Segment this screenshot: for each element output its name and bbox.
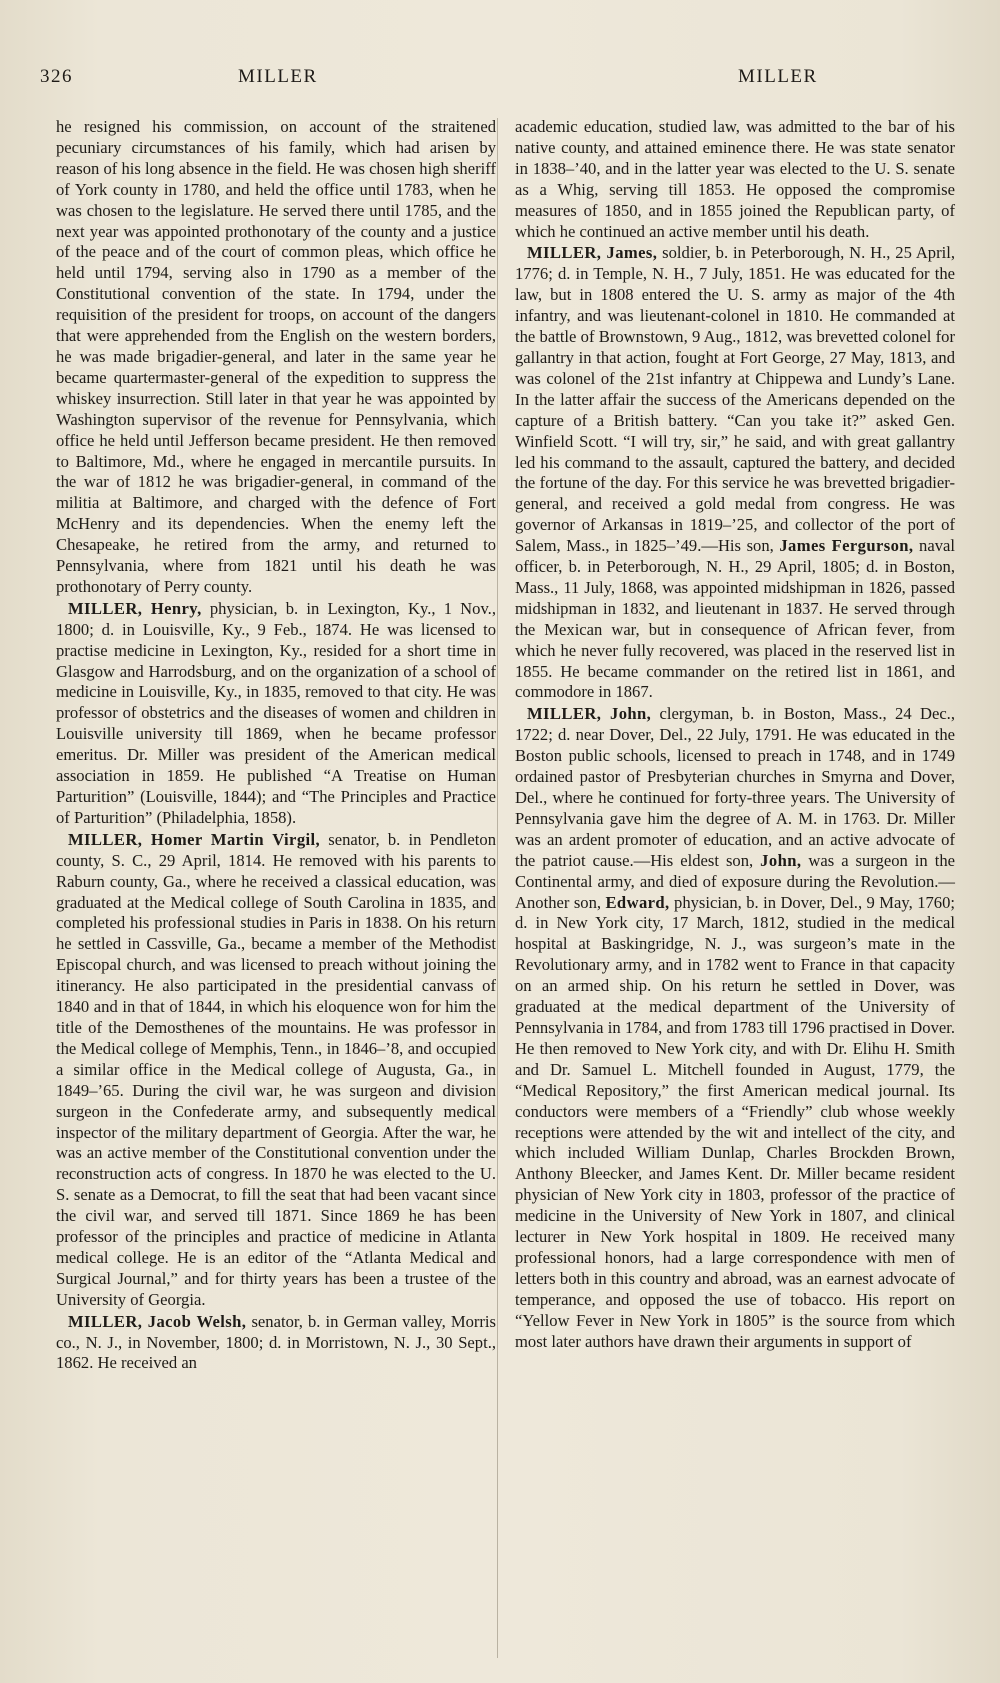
entry-headword: MILLER, James, [527,243,658,263]
left-column [56,117,496,1374]
entry-headword: MILLER, Henry, [68,598,202,618]
continued-paragraph: academic education, studied law, was admitted to the bar of his native county, and attained eminence there. He was state senator in 1838–’40, and in the latter year was elected to the U. S. senate as a Whig, serving till 1853. He opposed the compromise measures of 1850, and in 1855 joined the Republican party, of which he continued an active member until his death. [515,117,955,241]
running-header [40,66,818,96]
entry-headword: MILLER, Homer Martin Virgil, [68,829,321,849]
entry-homer-miller [56,830,496,1311]
right-running-head: MILLER [738,66,818,87]
entry-text: was a surgeon in the Continental army, and died of exposure during the Revolution.—Another son, [515,850,955,912]
entry-john-miller [515,704,955,1352]
entry-text: physician, b. in Dover, Del., 9 May, 1760; d. in New York city, 17 March, 1812, studied in the medical hospital at Baskingridge, N. J., was surgeon’s mate in the Revolutionary army, and in 1782 went to France in that capacity on an armed ship. On his return he settled in Dover, was graduated at the medical department of the University of Pennsylvania in 1784, and from 1783 till 1796 practised in Dover. He then removed to New York city, and with Dr. Elihu H. Smith and Dr. Samuel L. Mitchell founded in August, 1779, the “Medical Repository,” the first American medical journal. Its conductors were members of a “Friendly” club whose weekly receptions were attended by the wit and intellect of the city, and which included William Dunlap, Charles Brockden Brown, Anthony Bleecker, and James Kent. Dr. Miller became resident physician of New York city in 1803, professor of the practice of medicine in the University of New York in 1807, and clinical lecturer in New York hospital in 1809. He received many professional honors, had a large correspondence with men of letters both in this country and abroad, was an earnest advocate of temperance, and opposed the use of tobacco. His report on “Yellow Fever in New York in 1805” is the source from which most later authors have drawn their arguments in support of [515,892,956,1351]
right-column [515,117,955,1352]
page-number: 326 [40,66,73,87]
entry-text: clergyman, b. in Boston, Mass., 24 Dec., 1722; d. near Dover, Del., 22 July, 1791. He was educated in the Boston public schools, licensed to preach in 1748, and in 1749 ordained pastor of Presbyterian churches in Smyrna and Dover, Del., where he continued for forty-three years. The University of Pennsylvania gave him the degree of A. M. in 1763. Dr. Miller was an ardent promoter of education, and an active advocate of the patriot cause.—His eldest son, [515,704,955,870]
entry-headword: MILLER, Jacob Welsh, [68,1311,247,1331]
continued-paragraph: he resigned his commission, on account of the straitened pecuniary circumstances of his family, which had arisen by reason of his long absence in the field. He was chosen high sheriff of York county in 1780, and held the office until 1783, when he was chosen to the legislature. He served there until 1785, and the next year was appointed prothonotary of the county and a justice of the peace and of the court of common pleas, which office he held until 1794, serving also in 1790 as a member of the Constitutional convention of the state. In 1794, under the requisition of the president for troops, on account of the dangers that were apprehended from the English on the western borders, he was made brigadier-general, and later in the same year he became quartermaster-general of the expedition to suppress the whiskey insurrection. Still later in that year he was appointed by Washington supervisor of the revenue for Pennsylvania, which office he held until Jefferson became president. He then removed to Baltimore, Md., where he engaged in mercantile pursuits. In the war of 1812 he was brigadier-general, in command of the militia at Baltimore, and charged with the defence of Fort McHenry and its dependencies. When the enemy left the Chesapeake, he retired from the army, and returned to Pennsylvania, where from 1821 until his death he was prothonotary of Perry county. [56,117,496,596]
entry-text: soldier, b. in Peterborough, N. H., 25 April, 1776; d. in Temple, N. H., 7 July, 1851. He was educated for the law, but in 1808 entered the U. S. army as major of the 4th infantry, and was lieutenant-colonel in 1810. He commanded at the battle of Brownstown, 9 Aug., 1812, was brevetted colonel for gallantry in that action, fought at Fort George, 27 May, 1813, and was colonel of the 21st infantry at Chippewa and Lundy’s Lane. In the latter affair the success of the Americans depended on the capture of a British battery. “Can you take it?” asked Gen. Winfield Scott. “I will try, sir,” he said, and with great gallantry led his command to the assault, captured the battery, and decided the fortune of the day. For this service he was brevetted brigadier-general, and received a gold medal from congress. He was governor of Arkansas in 1819–’25, and collector of the port of Salem, Mass., in 1825–’49.—His son, [515,243,955,556]
left-running-head: MILLER [238,66,318,87]
entry-henry-miller [56,599,496,829]
entry-text: physician, b. in Lexington, Ky., 1 Nov., 1800; d. in Louisville, Ky., 9 Feb., 1874. He was licensed to practise medicine in Lexington, Ky., resided for a short time in Glasgow and Harrodsburg, and on the organization of a school of medicine in Louisville, Ky., in 1835, removed to that city. He was professor of obstetrics and the diseases of women and children in Louisville university till 1869, when he became professor emeritus. Dr. Miller was president of the American medical association in 1859. He published “A Treatise on Human Parturition” (Louisville, 1844); and “The Principles and Practice of Parturition” (Philadelphia, 1858). [56,598,496,827]
entry-text: naval officer, b. in Peterborough, N. H., 29 April, 1805; d. in Boston, Mass., 11 July, 1868, was appointed midshipman in 1826, passed midshipman in 1832, and lieutenant in 1837. He served through the Mexican war, but in consequence of African fever, from which he never fully recovered, was placed in the reserved list in 1855. He became commander on the retired list in 1861, and commodore in 1867. [515,536,955,702]
entry-headword: MILLER, John, [527,704,652,724]
entry-text: senator, b. in German valley, Morris co., N. J., in November, 1800; d. in Morristown, N. J., 30 Sept., 1862. He received an [56,1311,496,1373]
column-divider [497,118,498,1658]
entry-jacob-miller [56,1312,496,1375]
sub-entry-name: Edward, [605,892,670,912]
entry-james-miller [515,243,955,703]
sub-entry-name: John, [760,850,802,870]
sub-entry-name: James Fergurson, [779,536,914,556]
entry-text: senator, b. in Pendleton county, S. C., 29 April, 1814. He removed with his parents to Raburn county, Ga., where he received a classical education, was graduated at the Medical college of South Carolina in 1835, and completed his professional studies in Paris in 1838. On his return he settled in Cassville, Ga., became a member of the Methodist Episcopal church, and was licensed to preach without joining the itinerancy. He also participated in the presidential canvass of 1840 and in that of 1844, in which his eloquence won for him the title of the Demosthenes of the mountains. He was professor in the Medical college of Memphis, Tenn., in 1846–’8, and occupied a similar office in the Medical college of Augusta, Ga., in 1849–’65. During the civil war, he was surgeon and division surgeon in the Confederate army, and subsequently medical inspector of the military department of Georgia. After the war, he was an active member of the Constitutional convention under the reconstruction acts of congress. In 1870 he was elected to the U. S. senate as a Democrat, to fill the seat that had been vacant since the civil war, and served till 1871. Since 1869 he has been professor of the principles and practice of medicine in Atlanta medical college. He is an editor of the “Atlanta Medical and Surgical Journal,” and for thirty years has been a trustee of the University of Georgia. [56,829,496,1309]
